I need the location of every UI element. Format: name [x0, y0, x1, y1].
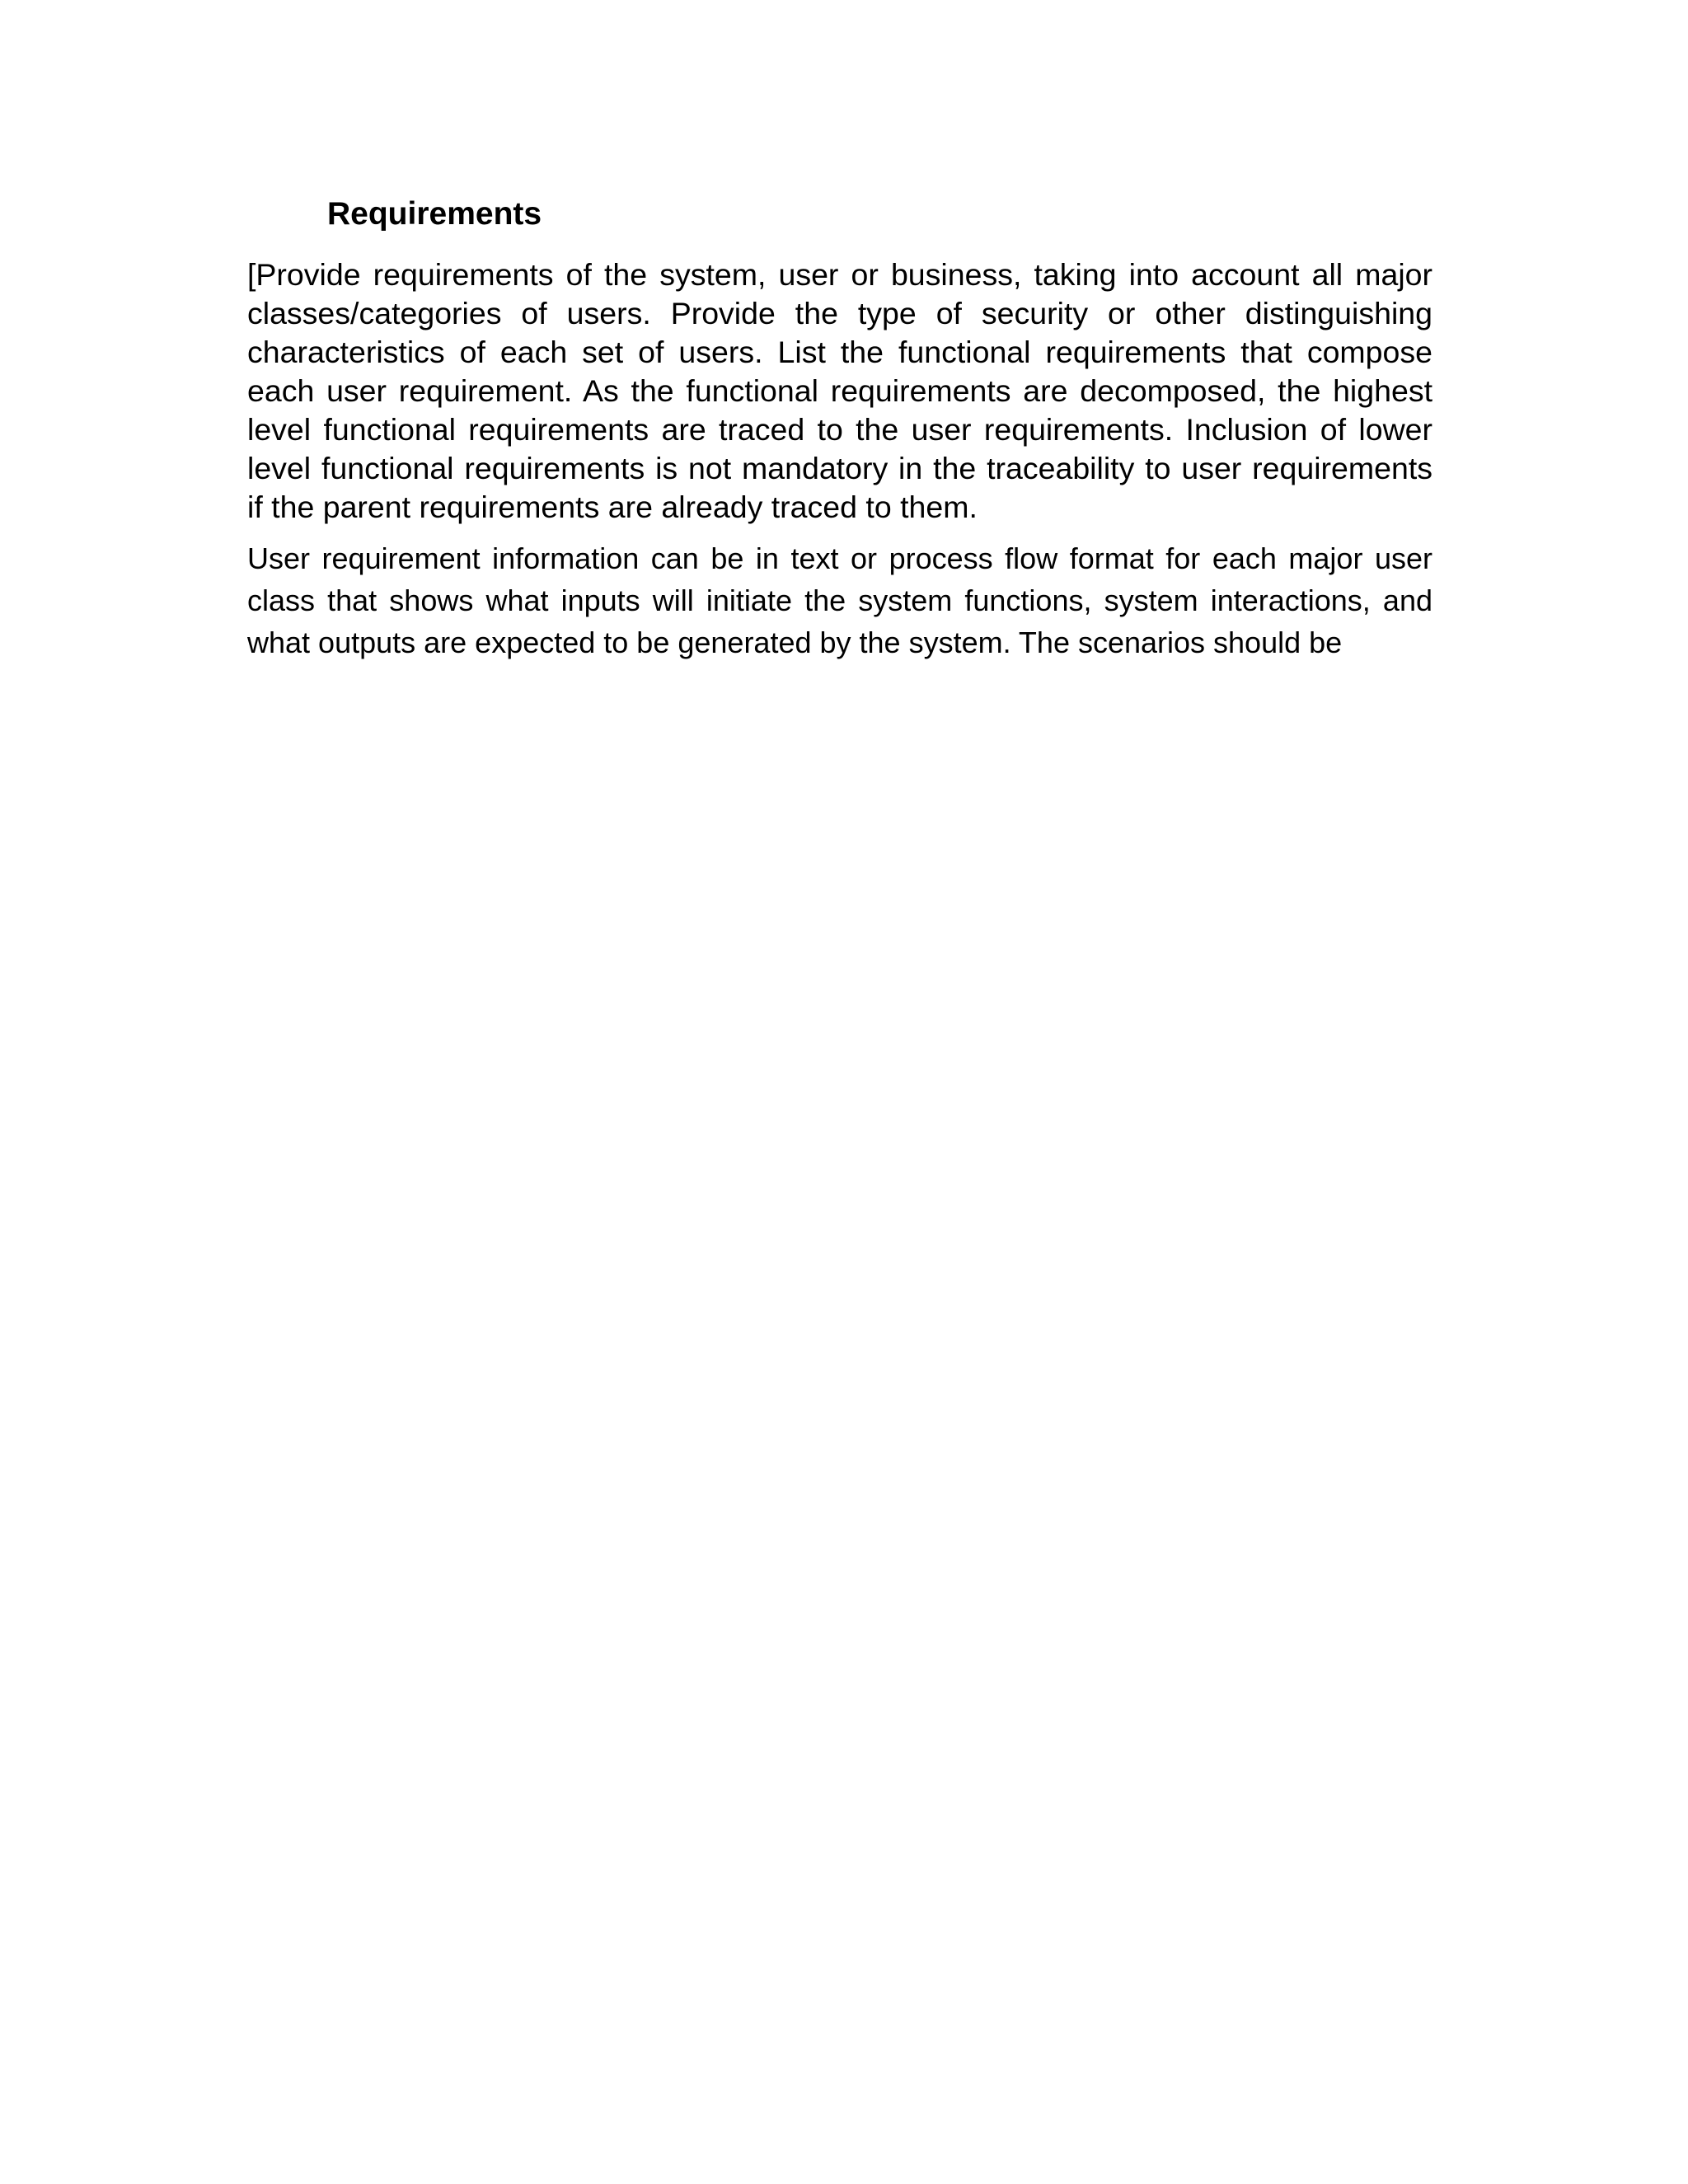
section-heading: Requirements: [327, 196, 542, 232]
body-paragraph: [Provide requirements of the system, user or business, taking into account all major classes/categories of users. Provide the type of security or other distinguishing characteristics of each set of users. List the functional requirements that compose each user requirement. As the functional requirements are decomposed, the highest level functional requirements are traced to the user requirements. Inclusion of lower level functional requirements is not mandatory in the traceability to user requirements if the parent requirements are already traced to them.: [247, 257, 1432, 524]
body-paragraph: User requirement information can be in text or process flow format for each major user class that shows what inputs will initiate the system functions, system interactions, and what outputs are expected to be generated by the system. The scenarios should be: [247, 541, 1432, 659]
